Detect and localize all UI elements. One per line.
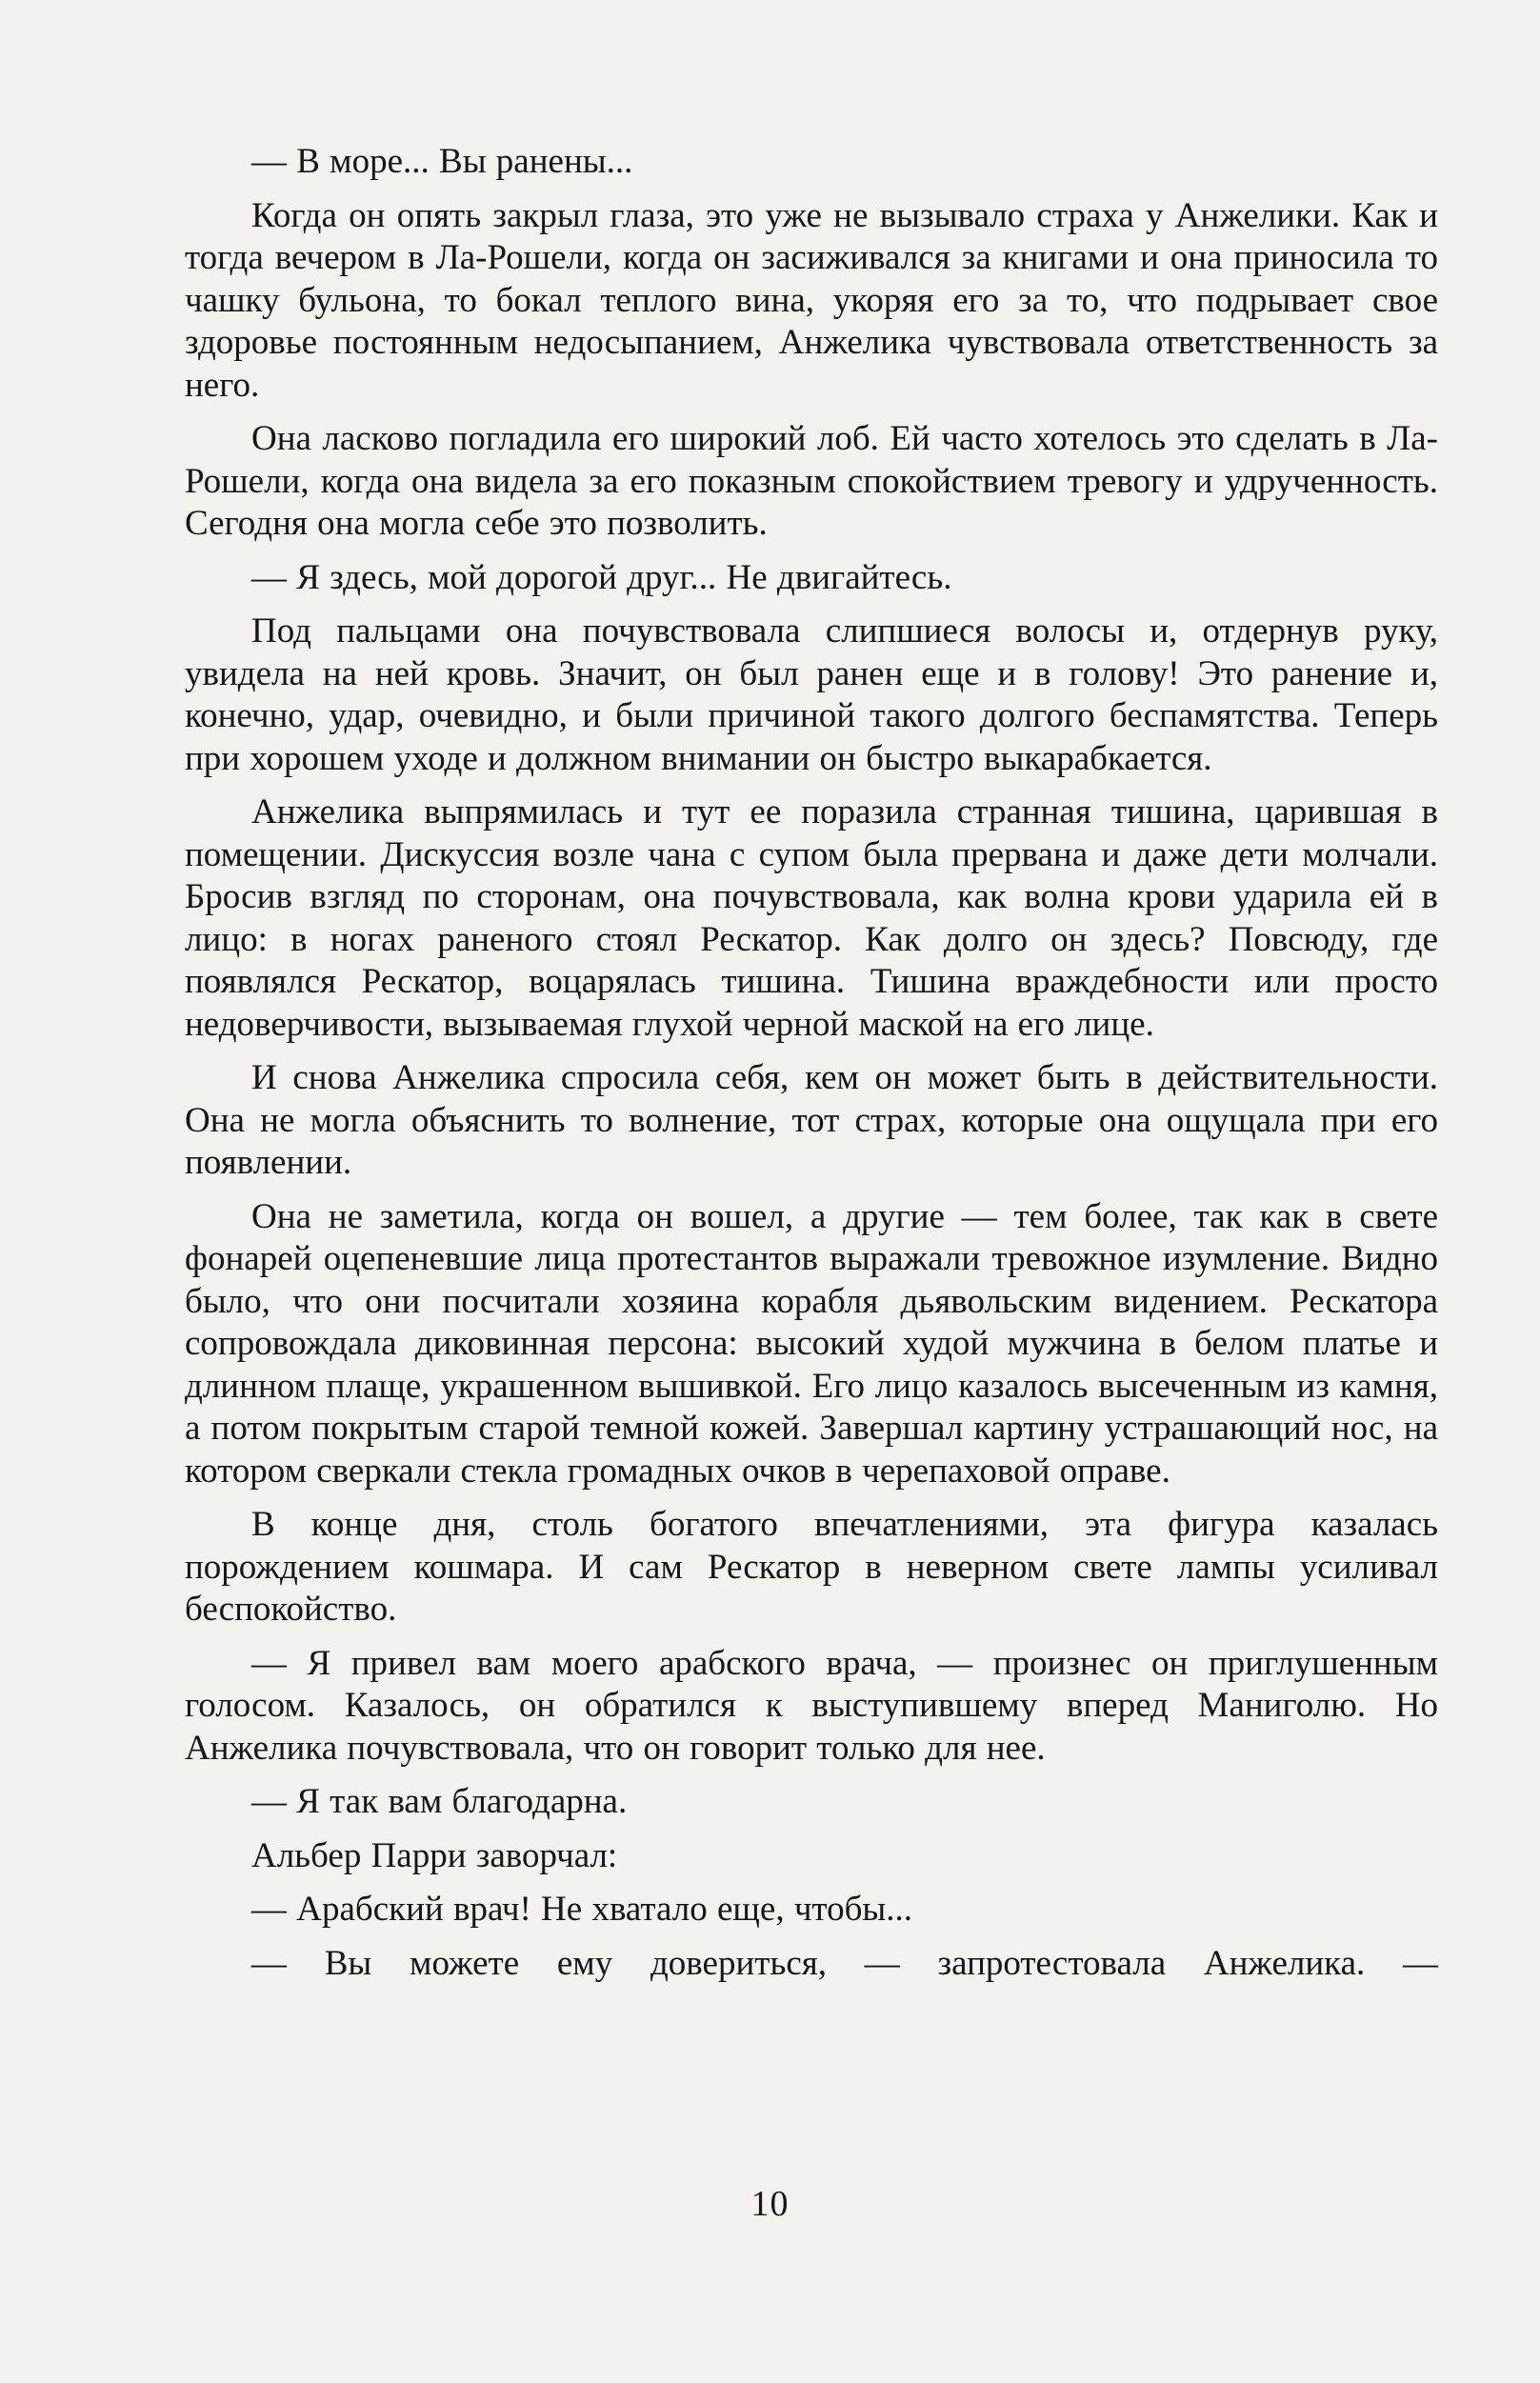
paragraph-1: — В море... Вы ранены... [251,142,633,181]
paragraph-4: — Я здесь, мой дорогой друг... Не двигайтесь. [251,557,952,597]
paragraph-12: Альбер Парри заворчал: [251,1835,618,1875]
paragraph-6: Анжелика выпрямилась и тут ее поразила странная тишина, царившая в помещении. Дискуссия возле чана с супом была прервана и даже дети молчали. Бросив взгляд по сторонам, она почувствовала, как волна крови ударила ей в лицо: в ногах раненого стоял Рескатор. Как долго он здесь? Повсюду, где появлялся Рескатор, воцарялась тишина. Тишина враждебности или просто недоверчивости, вызываемая глухой черной маской на его лице. [185,792,1438,1044]
page-body [185,141,1438,1996]
paragraph-9: В конце дня, столь богатого впечатлениями, эта фигура казалась порождением кошмара. И сам Рескатор в неверном свете лампы усиливал беспокойство. [185,1505,1438,1629]
paragraph-2: Когда он опять закрыл глаза, это уже не вызывало страха у Анжелики. Как и тогда вечером в Ла-Рошели, когда он засиживался за книгами и она приносила то чашку бульона, то бокал теплого вина, укоряя его за то, что подрывает свое здоровье постоянным недосыпанием, Анжелика чувствовала ответственность за него. [185,195,1438,405]
page-number: 10 [750,2184,790,2224]
paragraph-13: — Арабский врач! Не хватало еще, чтобы... [251,1890,913,1929]
paragraph-11: — Я так вам благодарна. [251,1782,628,1821]
paragraph-5: Под пальцами она почувствовала слипшиеся волосы и, отдернув руку, увидела на ней кровь. Значит, он был ранен еще и в голову! Это ранение и, конечно, удар, очевидно, и были причиной такого долгого беспамятства. Теперь при хорошем уходе и должном внимании он быстро выкарабкается. [185,611,1438,778]
paragraph-3: Она ласково погладила его широкий лоб. Ей часто хотелось это сделать в Ла-Рошели, когда она видела за его показным спокойствием тревогу и удрученность. Сегодня она могла себе это позволить. [185,419,1438,543]
paragraph-8: Она не заметила, когда он вошел, а другие — тем более, так как в свете фонарей оцепеневшие лица протестантов выражали тревожное изумление. Видно было, что они посчитали хозяина корабля дьявольским видением. Рескатора сопровождала диковинная персона: высокий худой мужчина в белом платье и длинном плаще, украшенном вышивкой. Его лицо казалось высеченным из камня, а потом покрытым старой темной кожей. Завершал картину устрашающий нос, на котором сверкали стекла громадных очков в черепаховой оправе. [185,1196,1438,1491]
paragraph-10: — Я привел вам моего арабского врача, — произнес он приглушенным голосом. Казалось, он обратился к выступившему вперед Маниголю. Но Анжелика почувствовала, что он говорит только для нее. [185,1643,1438,1768]
paragraph-14: — Вы можете ему довериться, — запротестовала Анжелика. — [251,1943,1438,1983]
paragraph-7: И снова Анжелика спросила себя, кем он может быть в действительности. Она не могла объяснить то волнение, тот страх, которые она ощущала при его появлении. [185,1058,1438,1182]
